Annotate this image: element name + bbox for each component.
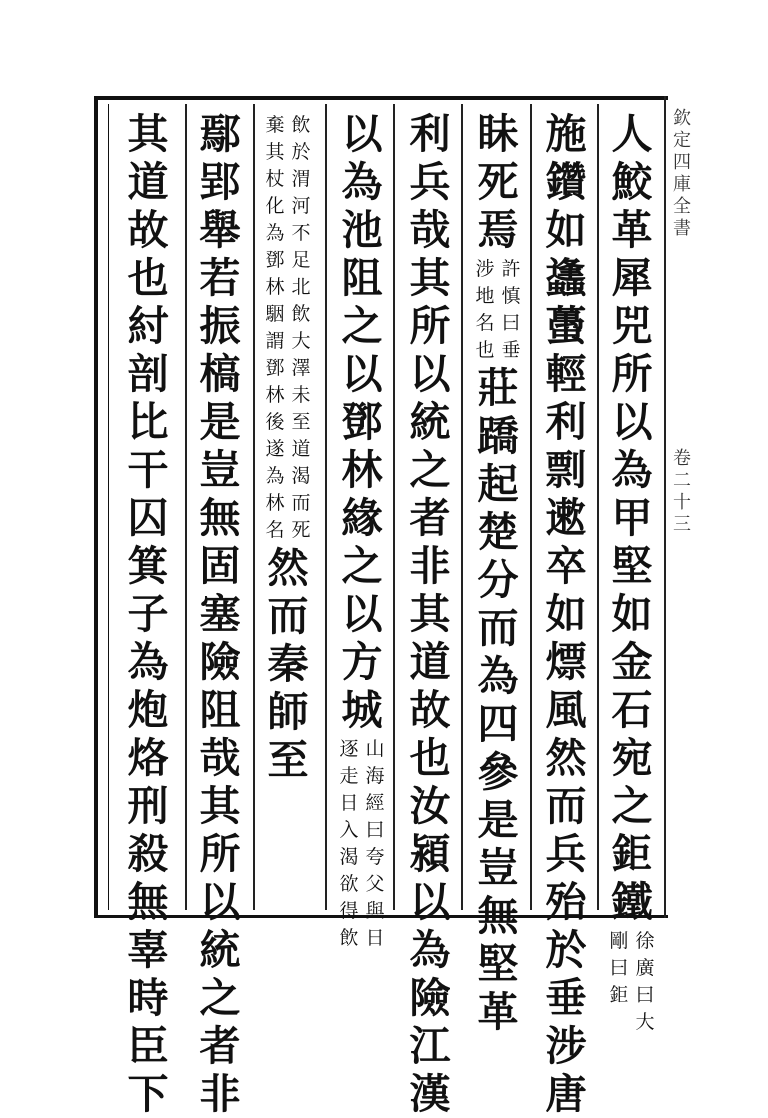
glyph: 比 <box>127 398 169 446</box>
glyph: 庫 <box>673 174 691 195</box>
glyph: 兵 <box>545 830 587 878</box>
glyph: 至 <box>291 411 311 433</box>
glyph: 所 <box>611 350 653 398</box>
glyph: 統 <box>199 926 241 974</box>
glyph: 而 <box>477 604 519 652</box>
glyph: 名 <box>265 519 285 541</box>
glyph: 如 <box>611 590 653 638</box>
glyph: 眛 <box>477 110 519 158</box>
glyph: 方 <box>341 638 383 686</box>
glyph: 之 <box>611 782 653 830</box>
glyph: 統 <box>409 398 451 446</box>
glyph: 剖 <box>127 350 169 398</box>
glyph: 下 <box>127 1070 169 1118</box>
glyph: 死 <box>477 158 519 206</box>
glyph: 鉅 <box>609 984 629 1006</box>
glyph: 楚 <box>477 508 519 556</box>
glyph: 金 <box>611 638 653 686</box>
glyph: 者 <box>199 1022 241 1070</box>
text-column-3 <box>472 110 524 1036</box>
glyph: 父 <box>365 873 385 895</box>
text-column-6 <box>262 110 314 910</box>
inner-border-rule <box>108 104 109 910</box>
glyph: 徐 <box>635 930 655 952</box>
main-text <box>546 110 587 1118</box>
glyph: 林 <box>265 276 285 298</box>
glyph: 為 <box>611 446 653 494</box>
glyph: 所 <box>199 830 241 878</box>
glyph: 後 <box>265 411 285 433</box>
glyph: 利 <box>545 398 587 446</box>
glyph: 日 <box>365 927 385 949</box>
glyph: 若 <box>199 254 241 302</box>
glyph: 者 <box>409 494 451 542</box>
glyph: 林 <box>341 446 383 494</box>
glyph: 剽 <box>545 446 587 494</box>
glyph: 謂 <box>265 330 285 352</box>
glyph: 蹻 <box>477 412 519 460</box>
glyph: 四 <box>673 152 691 173</box>
glyph: 涉 <box>475 258 495 280</box>
glyph: 臣 <box>127 1022 169 1070</box>
glyph: 唐 <box>545 1070 587 1118</box>
glyph: 曰 <box>635 984 655 1006</box>
glyph: 名 <box>475 312 495 334</box>
glyph: 欽 <box>673 108 691 129</box>
glyph: 非 <box>409 542 451 590</box>
glyph: 是 <box>477 796 519 844</box>
glyph: 道 <box>127 158 169 206</box>
glyph: 莊 <box>477 364 519 412</box>
glyph: 之 <box>341 542 383 590</box>
fold-rule <box>664 96 666 918</box>
glyph: 鄧 <box>265 249 285 271</box>
glyph: 鐵 <box>611 878 653 926</box>
glyph: 以 <box>409 350 451 398</box>
glyph: 秦 <box>267 640 309 688</box>
glyph: 起 <box>477 460 519 508</box>
glyph: 紂 <box>127 302 169 350</box>
column-rule <box>253 104 255 910</box>
glyph: 殺 <box>127 830 169 878</box>
text-column-4 <box>404 110 456 1118</box>
glyph: 蠆 <box>545 302 587 350</box>
glyph: 堅 <box>477 940 519 988</box>
glyph: 林 <box>265 492 285 514</box>
note-line <box>363 736 387 952</box>
glyph: 地 <box>475 285 495 307</box>
glyph: 刑 <box>127 782 169 830</box>
glyph: 甲 <box>611 494 653 542</box>
text-column-5 <box>336 110 388 949</box>
glyph: 鄧 <box>341 398 383 446</box>
glyph: 哉 <box>199 734 241 782</box>
glyph: 非 <box>199 1070 241 1118</box>
glyph: 漢 <box>409 1070 451 1118</box>
glyph: 定 <box>673 130 691 151</box>
note-line <box>289 112 313 544</box>
glyph: 其 <box>409 254 451 302</box>
text-column-2 <box>540 110 592 1118</box>
glyph: 是 <box>199 398 241 446</box>
note-line <box>337 736 361 952</box>
glyph: 於 <box>291 141 311 163</box>
main-text <box>128 110 169 1118</box>
glyph: 海 <box>365 765 385 787</box>
glyph: 分 <box>477 556 519 604</box>
glyph: 炮 <box>127 686 169 734</box>
glyph: 故 <box>409 686 451 734</box>
glyph: 卷 <box>673 448 691 469</box>
glyph: 風 <box>545 686 587 734</box>
glyph: 干 <box>127 446 169 494</box>
glyph: 以 <box>341 590 383 638</box>
glyph: 未 <box>291 384 311 406</box>
glyph: 全 <box>673 196 691 217</box>
glyph: 垂 <box>545 974 587 1022</box>
glyph: 化 <box>265 195 285 217</box>
glyph: 鑽 <box>545 158 587 206</box>
annotation-note <box>263 112 313 544</box>
glyph: 師 <box>267 688 309 736</box>
glyph: 之 <box>341 302 383 350</box>
glyph: 曰 <box>501 312 521 334</box>
glyph: 鄧 <box>265 357 285 379</box>
text-column-8 <box>122 110 174 1118</box>
glyph: 箕 <box>127 542 169 590</box>
glyph: 也 <box>409 734 451 782</box>
glyph: 無 <box>477 892 519 940</box>
glyph: 所 <box>409 302 451 350</box>
note-line <box>499 256 523 364</box>
glyph: 辜 <box>127 926 169 974</box>
glyph: 阻 <box>199 686 241 734</box>
glyph: 十 <box>673 492 691 513</box>
glyph: 池 <box>341 206 383 254</box>
glyph: 其 <box>409 590 451 638</box>
glyph: 宛 <box>611 734 653 782</box>
glyph: 不 <box>291 222 311 244</box>
glyph: 豈 <box>199 446 241 494</box>
glyph: 遂 <box>265 438 285 460</box>
glyph: 施 <box>545 110 587 158</box>
margin-title <box>670 108 694 240</box>
glyph: 之 <box>409 446 451 494</box>
glyph: 經 <box>365 792 385 814</box>
glyph: 棄 <box>265 114 285 136</box>
glyph: 其 <box>265 141 285 163</box>
glyph: 為 <box>477 652 519 700</box>
glyph: 遬 <box>545 494 587 542</box>
glyph: 死 <box>291 519 311 541</box>
glyph: 以 <box>409 878 451 926</box>
glyph: 槁 <box>199 350 241 398</box>
glyph: 逐 <box>339 738 359 760</box>
glyph: 殆 <box>545 878 587 926</box>
glyph: 無 <box>127 878 169 926</box>
glyph: 以 <box>341 110 383 158</box>
glyph: 江 <box>409 1022 451 1070</box>
glyph: 以 <box>611 398 653 446</box>
glyph: 輕 <box>545 350 587 398</box>
column-rule <box>461 104 463 910</box>
glyph: 道 <box>291 438 311 460</box>
main-text <box>478 110 519 254</box>
glyph: 曰 <box>365 819 385 841</box>
note-line <box>607 928 631 1036</box>
main-text <box>410 110 451 1118</box>
column-rule <box>597 104 599 910</box>
glyph: 入 <box>339 819 359 841</box>
glyph: 而 <box>267 592 309 640</box>
glyph: 堅 <box>611 542 653 590</box>
glyph: 如 <box>545 206 587 254</box>
glyph: 杖 <box>265 168 285 190</box>
glyph: 大 <box>635 1011 655 1033</box>
glyph: 以 <box>199 878 241 926</box>
glyph: 涉 <box>545 1022 587 1070</box>
glyph: 哉 <box>409 206 451 254</box>
glyph: 澤 <box>291 357 311 379</box>
glyph: 慎 <box>501 285 521 307</box>
glyph: 欲 <box>339 873 359 895</box>
glyph: 廣 <box>635 957 655 979</box>
glyph: 舉 <box>199 206 241 254</box>
glyph: 也 <box>475 339 495 361</box>
glyph: 為 <box>265 222 285 244</box>
glyph: 四 <box>477 700 519 748</box>
glyph: 許 <box>501 258 521 280</box>
glyph: 阻 <box>341 254 383 302</box>
glyph: 與 <box>365 900 385 922</box>
glyph: 兵 <box>409 158 451 206</box>
glyph: 烙 <box>127 734 169 782</box>
glyph: 蠭 <box>545 254 587 302</box>
glyph: 利 <box>409 110 451 158</box>
glyph: 革 <box>611 206 653 254</box>
glyph: 二 <box>673 470 691 491</box>
glyph: 三 <box>673 514 691 535</box>
glyph: 大 <box>291 330 311 352</box>
note-line <box>633 928 657 1036</box>
glyph: 參 <box>477 748 519 796</box>
glyph: 渭 <box>291 168 311 190</box>
glyph: 渴 <box>291 465 311 487</box>
main-text <box>200 110 241 1118</box>
column-rule <box>530 104 532 910</box>
glyph: 豈 <box>477 844 519 892</box>
annotation-note <box>607 928 657 1036</box>
glyph: 其 <box>127 110 169 158</box>
glyph: 犀 <box>611 254 653 302</box>
glyph: 鄢 <box>199 110 241 158</box>
glyph: 固 <box>199 542 241 590</box>
margin-volume <box>670 448 694 536</box>
glyph: 而 <box>291 492 311 514</box>
glyph: 石 <box>611 686 653 734</box>
glyph: 如 <box>545 590 587 638</box>
glyph: 汝 <box>409 782 451 830</box>
glyph: 緣 <box>341 494 383 542</box>
glyph: 至 <box>267 736 309 784</box>
glyph: 之 <box>199 974 241 1022</box>
glyph: 振 <box>199 302 241 350</box>
glyph: 垂 <box>501 339 521 361</box>
column-rule <box>325 104 327 910</box>
text-column-7 <box>194 110 246 1118</box>
glyph: 飲 <box>339 927 359 949</box>
glyph: 飲 <box>291 114 311 136</box>
glyph: 足 <box>291 249 311 271</box>
glyph: 山 <box>365 738 385 760</box>
glyph: 飲 <box>291 303 311 325</box>
column-rule <box>393 104 395 910</box>
glyph: 鮫 <box>611 158 653 206</box>
glyph: 為 <box>127 638 169 686</box>
glyph: 而 <box>545 782 587 830</box>
glyph: 革 <box>477 988 519 1036</box>
glyph: 也 <box>127 254 169 302</box>
glyph: 道 <box>409 638 451 686</box>
glyph: 郢 <box>199 158 241 206</box>
glyph: 北 <box>291 276 311 298</box>
glyph: 為 <box>341 158 383 206</box>
glyph: 城 <box>341 686 383 734</box>
glyph: 駰 <box>265 303 285 325</box>
glyph: 然 <box>545 734 587 782</box>
glyph: 子 <box>127 590 169 638</box>
glyph: 人 <box>611 110 653 158</box>
glyph: 林 <box>265 384 285 406</box>
glyph: 為 <box>265 465 285 487</box>
glyph: 無 <box>199 494 241 542</box>
glyph: 潁 <box>409 830 451 878</box>
annotation-note <box>337 736 387 952</box>
glyph: 故 <box>127 206 169 254</box>
glyph: 鉅 <box>611 830 653 878</box>
main-text <box>342 110 383 734</box>
glyph: 於 <box>545 926 587 974</box>
glyph: 時 <box>127 974 169 1022</box>
glyph: 焉 <box>477 206 519 254</box>
text-column-1 <box>606 110 658 1033</box>
glyph: 熛 <box>545 638 587 686</box>
note-line <box>263 112 287 544</box>
glyph: 險 <box>409 974 451 1022</box>
glyph: 書 <box>673 218 691 239</box>
main-text <box>612 110 653 926</box>
column-rule <box>185 104 187 910</box>
glyph: 日 <box>339 792 359 814</box>
glyph: 得 <box>339 900 359 922</box>
glyph: 河 <box>291 195 311 217</box>
glyph: 其 <box>199 782 241 830</box>
note-line <box>473 256 497 364</box>
glyph: 然 <box>267 544 309 592</box>
glyph: 曰 <box>609 957 629 979</box>
annotation-note <box>473 256 523 364</box>
glyph: 渴 <box>339 846 359 868</box>
glyph: 囚 <box>127 494 169 542</box>
main-text <box>268 544 309 784</box>
glyph: 卒 <box>545 542 587 590</box>
glyph: 為 <box>409 926 451 974</box>
glyph: 剛 <box>609 930 629 952</box>
glyph: 塞 <box>199 590 241 638</box>
main-text <box>478 364 519 1036</box>
glyph: 走 <box>339 765 359 787</box>
glyph: 以 <box>341 350 383 398</box>
glyph: 夸 <box>365 846 385 868</box>
glyph: 險 <box>199 638 241 686</box>
glyph: 兕 <box>611 302 653 350</box>
